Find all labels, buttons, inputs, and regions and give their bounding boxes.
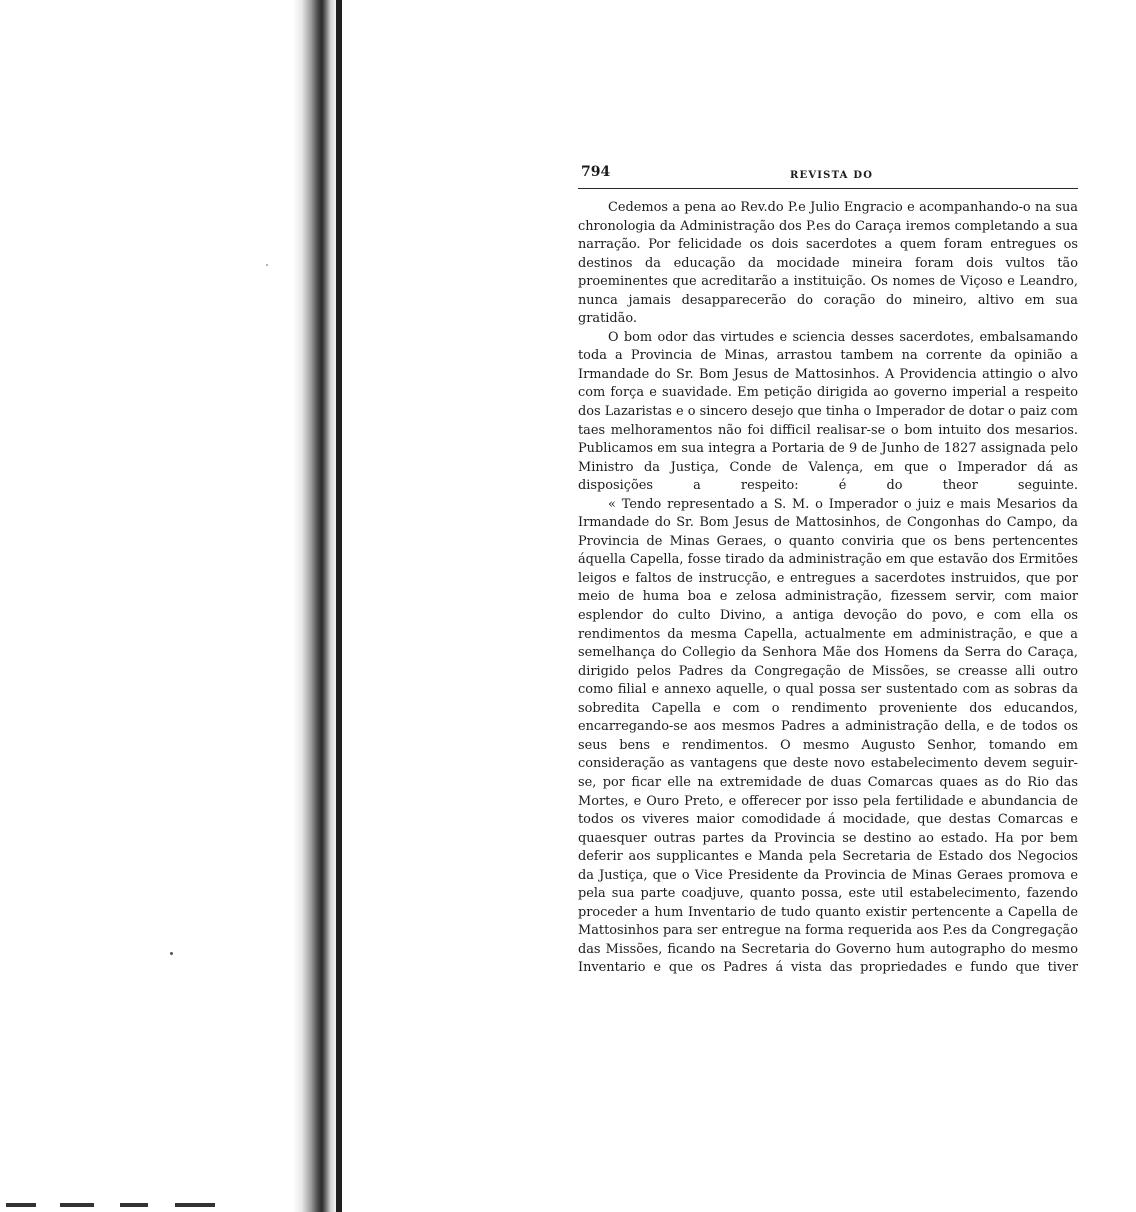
text-page — [578, 164, 1078, 978]
page-header — [578, 164, 1078, 189]
page-number: 794 — [581, 164, 611, 180]
running-title: REVISTA DO — [790, 170, 874, 181]
bottom-scan-marks — [0, 1203, 230, 1209]
paragraph-2: O bom odor das virtudes e sciencia desses sacerdotes, embalsamando toda a Provincia de Minas, arrastou tambem na corrente da opinião a Irmandade do Sr. Bom Jesus de Mattosinhos. A Providencia attingio o alvo com força e suavidade. Em petição dirigida ao governo imperial a respeito dos Lazaristas e o sincero desejo que tinha o Imperador de dotar o paiz com taes melhoramentos não foi difficil realisar-se o bom intuito dos mesarios. Publicamos em sua integra a Portaria de 9 de Junho de 1827 assignada pelo Ministro da Justiça, Conde de Valença, em que o Imperador dá as disposições a respeito: é do theor seguinte. — [578, 329, 1078, 494]
book-gutter-shadow — [293, 0, 341, 1212]
scan-speck — [170, 952, 173, 955]
scan-speck — [266, 264, 268, 266]
paragraph-1: Cedemos a pena ao Rev.do P.e Julio Engracio e acompanhando-o na sua chronologia da Administração dos P.es do Caraça iremos completando a sua narração. Por felicidade os dois sacerdotes a quem foram entregues os destinos da educação da mocidade mineira foram dois vultos tão proeminentes que acreditarão a instituição. Os nomes de Viçoso e Leandro, nunca jamais desapparecerão do coração do mineiro, altivo em sua gratidão. — [578, 200, 1078, 327]
paragraph-3: « Tendo representado a S. M. o Imperador o juiz e mais Mesarios da Irmandade do Sr. Bom Jesus de Mattosinhos, de Congonhas do Campo, da Provincia de Minas Geraes, o quanto conviria que os bens pertencentes áquella Capella, fosse tirado da administração em que estavão dos Ermitões leigos e faltos de instrucção, e entregues a sacerdotes instruidos, que por meio de huma boa e zelosa administração, fizessem servir, com maior esplendor do culto Divino, a antiga devoção do povo, e com ella os rendimentos da mesma Capella, actualmente em administração, e que a semelhança do Collegio da Senhora Mãe dos Homens da Serra do Caraça, dirigido pelos Padres da Congregação de Missões, se creasse alli outro como filial e annexo aquelle, o qual possa ser sustentado com as sobras da sobredita Capella e com o rendimento proveniente dos educandos, encarregando-se aos mesmos Padres a administração della, e de todos os seus bens e rendimentos. O mesmo Augusto Senhor, tomando em consideração as vantagens que deste novo estabelecimento devem seguir-se, por ficar elle na extremidade de duas Comarcas quaes as do Rio das Mortes, e Ouro Preto, e offerecer por isso pela fertilidade e abundancia de todos os viveres maior comodidade á mocidade, que destas Comarcas e quaesquer outras partes da Provincia se destino ao estado. Ha por bem deferir aos supplicantes e Manda pela Secretaria de Estado dos Negocios da Justiça, que o Vice Presidente da Provincia de Minas Geraes promova e pela sua parte coadjuve, quanto possa, este util estabelecimento, fazendo proceder a hum Inventario de tudo quanto existir pertencente a Capella de Mattosinhos para ser entregue na forma requerida aos P.es da Congregação das Missões, ficando na Secretaria do Governo hum autographo do mesmo Inventario e que os Padres á vista das propriedades e fundo que tiver — [578, 496, 1078, 976]
book-gutter-edge — [336, 0, 342, 1212]
page-body — [578, 199, 1078, 978]
